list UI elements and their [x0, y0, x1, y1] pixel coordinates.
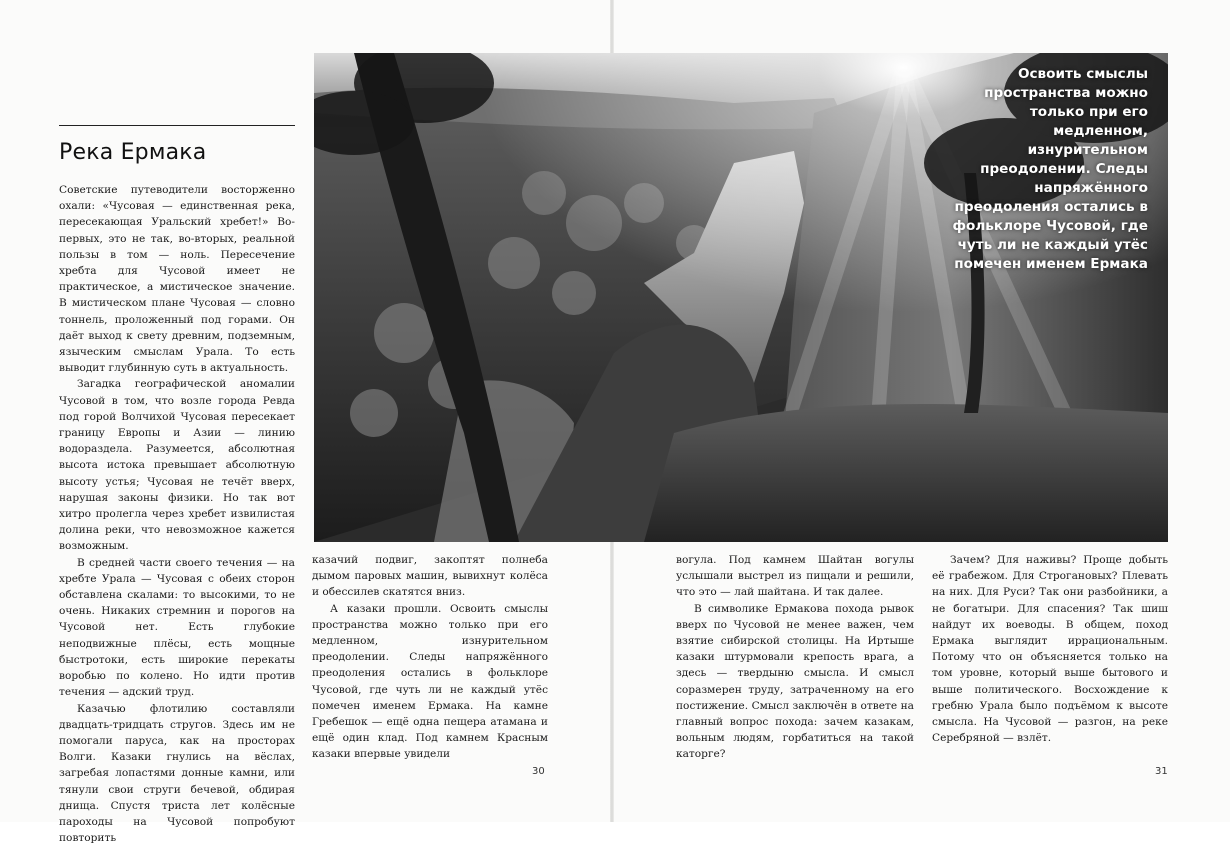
paragraph: А казаки прошли. Освоить смыслы пространства можно только при его медленном, изнурительном преодолении. Следы напряжённого преодоления остались в фольклоре Чусовой, где чуть ли не каждый утёс помечен именем Ермака. На камне Гребешок — ещё одна пещера атамана и ещё один клад. Под камнем Красным казаки впервые увидели — [312, 601, 548, 763]
paragraph: вогула. Под камнем Шайтан вогулы услышали выстрел из пищали и решили, что это — лай шайтана. И так далее. — [676, 552, 914, 601]
text-column-2 — [312, 552, 548, 763]
paragraph: Загадка географической аномалии Чусовой в том, что возле города Ревда под горой Волчихой Чусовая пересекает границу Европы и Азии — линию водораздела. Разумеется, абсолютная высота истока превышает абсолютную высоту устья; Чусовая не течёт вверх, нарушая законы физики. Но так вот хитро пролегла через хребет извилистая долина реки, что невозможное кажется возможным. — [59, 376, 295, 554]
pull-quote: Освоить смыслы пространства можно только при его медленном, изнурительном преодолении. Следы напряжённого преодоления остались в фольклоре Чусовой, где чуть ли не каждый утёс помечен именем Ермака — [948, 65, 1148, 274]
article-heading: Река Ермака — [59, 140, 206, 165]
page-number-left: 30 — [532, 766, 545, 777]
paragraph: Казачью флотилию составляли двадцать-тридцать стругов. Здесь им не помогали паруса, как на просторах Волги. Казаки гнулись на вёслах, загребая лопастями донные камни, или тянули свои струги бечевой, обдирая днища. Спустя триста лет колёсные пароходы на Чусовой попробуют повторить — [59, 701, 295, 846]
text-column-4 — [932, 552, 1168, 746]
text-column-1 — [59, 182, 295, 846]
heading-rule — [59, 125, 295, 126]
river-landscape-photo — [314, 53, 1168, 542]
paragraph: казачий подвиг, закоптят полнеба дымом паровых машин, вывихнут колёса и обессилев скатятся вниз. — [312, 552, 548, 601]
paragraph: Зачем? Для наживы? Проще добыть её грабежом. Для Строгановых? Плевать на них. Для Руси? Так они разбойники, а не богатыри. Для спасения? Так шиш найдут их воеводы. В общем, поход Ермака выглядит иррациональным. Потому что он объясняется только на том уровне, который выше бытового и выше политического. Восхождение к гребню Урала было подъёмом к высоте смысла. На Чусовой — разгон, на реке Серебряной — взлёт. — [932, 552, 1168, 746]
page-number-right: 31 — [1155, 766, 1168, 777]
text-column-3 — [676, 552, 914, 763]
paragraph: В символике Ермакова похода рывок вверх по Чусовой не менее важен, чем взятие сибирской столицы. На Иртыше казаки штурмовали крепость врага, а здесь — твердыню смысла. И смысл соразмерен труду, затраченному на его постижение. Смысл заключён в ответе на главный вопрос похода: зачем казакам, вольным людям, горбатиться на такой каторге? — [676, 601, 914, 763]
paragraph: Советские путеводители восторженно охали: «Чусовая — единственная река, пересекающая Уральский хребет!» Во-первых, это не так, во-вторых, реальной пользы в том — ноль. Пересечение хребта для Чусовой имеет не практическое, а мистическое значение. В мистическом плане Чусовая — словно тоннель, проложенный под горами. Он даёт выход к свету древним, подземным, языческим смыслам Урала. То есть выводит глубинную суть в актуальность. — [59, 182, 295, 376]
paragraph: В средней части своего течения — на хребте Урала — Чусовая с обеих сторон обставлена скалами: то высокими, то не очень. Никаких стремнин и порогов на Чусовой нет. Есть глубокие неподвижные плёсы, есть мощные быстротоки, есть широкие перекаты воробью по колено. Но идти против течения — адский труд. — [59, 555, 295, 701]
